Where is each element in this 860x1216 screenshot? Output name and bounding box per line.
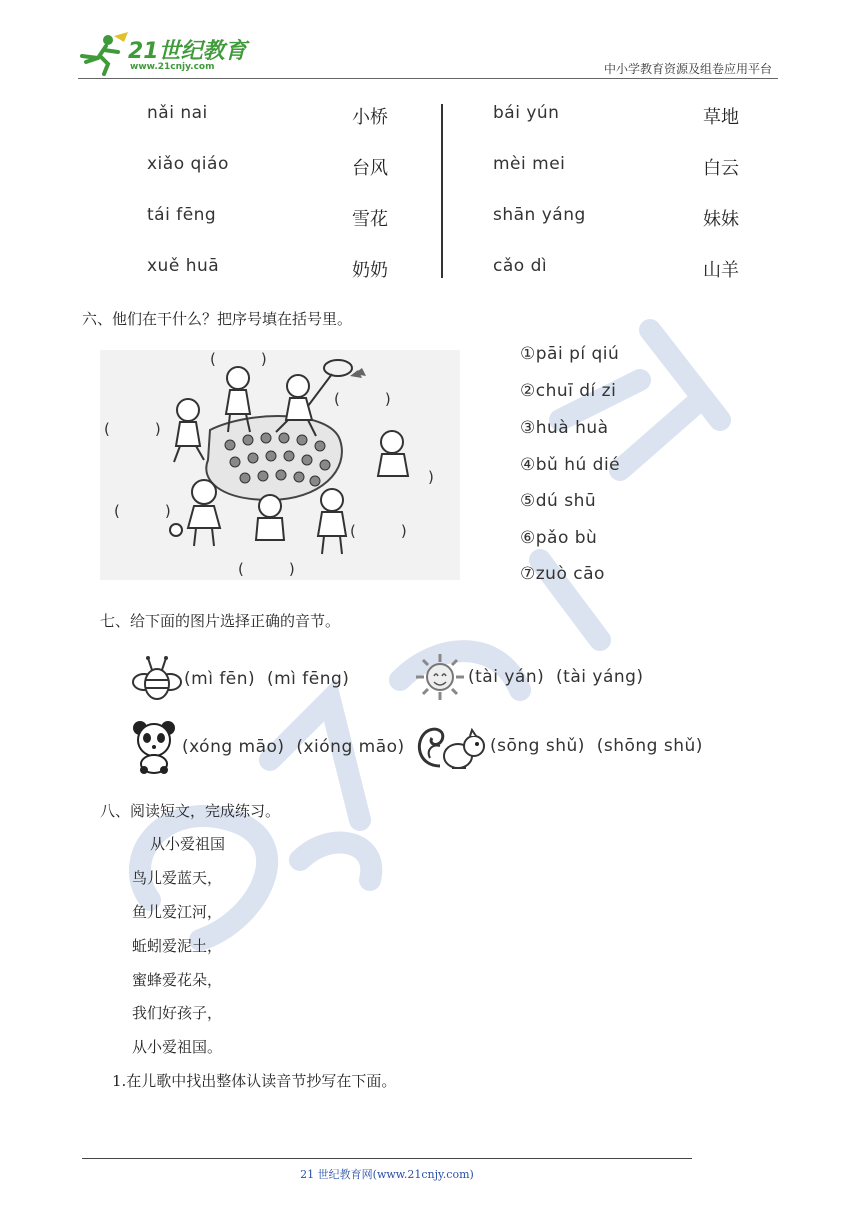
- platform-name: 中小学教育资源及组卷应用平台: [603, 62, 772, 76]
- poem-line-1: 鸟儿爱蓝天，: [132, 869, 223, 887]
- option-3: ③huà huà: [520, 418, 609, 438]
- option-1: ①pāi pí qiú: [520, 344, 620, 364]
- svg-text:( ): ( ): [350, 522, 407, 540]
- svg-text:( ): ( ): [104, 420, 161, 438]
- right-word-2: 白云: [703, 158, 739, 179]
- squirrel-syllables: (sōng shǔ) (shōng shǔ): [490, 736, 703, 756]
- left-pinyin-2: xiǎo qiáo: [147, 154, 229, 174]
- left-word-4: 奶奶: [352, 260, 388, 281]
- left-pinyin-4: xuě huā: [147, 256, 220, 276]
- right-pinyin-2: mèi mei: [493, 154, 566, 174]
- right-word-4: 山羊: [703, 260, 739, 281]
- left-word-3: 雪花: [352, 209, 388, 230]
- runner-logo-icon: [78, 32, 130, 76]
- option-2: ②chuī dí zi: [520, 381, 617, 401]
- poem-line-5: 我们好孩子，: [132, 1004, 223, 1022]
- right-pinyin-3: shān yáng: [493, 205, 586, 225]
- playground-illustration: [100, 350, 460, 580]
- header-line: [78, 78, 778, 79]
- left-word-1: 小桥: [352, 107, 388, 128]
- left-pinyin-1: nǎi nai: [147, 103, 208, 123]
- panda-icon: [128, 718, 180, 774]
- section7-title: 七、给下面的图片选择正确的音节。: [100, 612, 341, 630]
- svg-text:( ): ( ): [114, 502, 171, 520]
- right-pinyin-1: bái yún: [493, 103, 560, 123]
- svg-text:( ): ( ): [210, 350, 267, 368]
- svg-text:): ): [428, 468, 434, 486]
- header: [78, 28, 778, 80]
- children-playing-icon: [100, 350, 460, 580]
- sun-icon: [414, 652, 466, 702]
- svg-text:( ): ( ): [238, 560, 295, 578]
- right-pinyin-4: cǎo dì: [493, 256, 548, 276]
- option-4: ④bǔ hú dié: [520, 455, 621, 475]
- left-pinyin-3: tái fēng: [147, 205, 217, 225]
- sun-syllables: (tài yán) (tài yáng): [468, 667, 644, 687]
- match-divider: [441, 104, 443, 278]
- option-6: ⑥pǎo bù: [520, 528, 598, 548]
- poem-line-6: 从小爱祖国。: [132, 1038, 223, 1056]
- panda-syllables: (xóng māo) (xióng māo): [182, 737, 405, 757]
- squirrel-icon: [412, 722, 488, 774]
- poem-line-4: 蜜蜂爱花朵，: [132, 971, 223, 989]
- logo-url: www.21cnjy.com: [130, 62, 215, 72]
- poem-title: 从小爱祖国: [150, 835, 226, 853]
- question-1: 1.在儿歌中找出整体认读音节抄写在下面。: [112, 1072, 397, 1090]
- section8-title: 八、阅读短文，完成练习。: [100, 802, 281, 820]
- footer-line: [82, 1158, 692, 1159]
- poem-line-3: 蚯蚓爱泥土，: [132, 937, 223, 955]
- section6-title: 六、他们在干什么？把序号填在括号里。: [82, 310, 353, 328]
- svg-text:( ): ( ): [334, 390, 391, 408]
- right-word-3: 妹妹: [703, 209, 739, 230]
- option-5: ⑤dú shū: [520, 491, 597, 511]
- bee-icon: [130, 654, 184, 704]
- option-7: ⑦zuò cāo: [520, 564, 605, 584]
- left-word-2: 台风: [352, 158, 388, 179]
- bee-syllables: (mì fēn) (mì fēng): [184, 669, 350, 689]
- poem-line-2: 鱼儿爱江河，: [132, 903, 223, 921]
- right-word-1: 草地: [703, 107, 739, 128]
- logo-text: 21世纪教育: [128, 39, 247, 64]
- footer-text: 21 世纪教育网(www.21cnjy.com): [300, 1168, 474, 1181]
